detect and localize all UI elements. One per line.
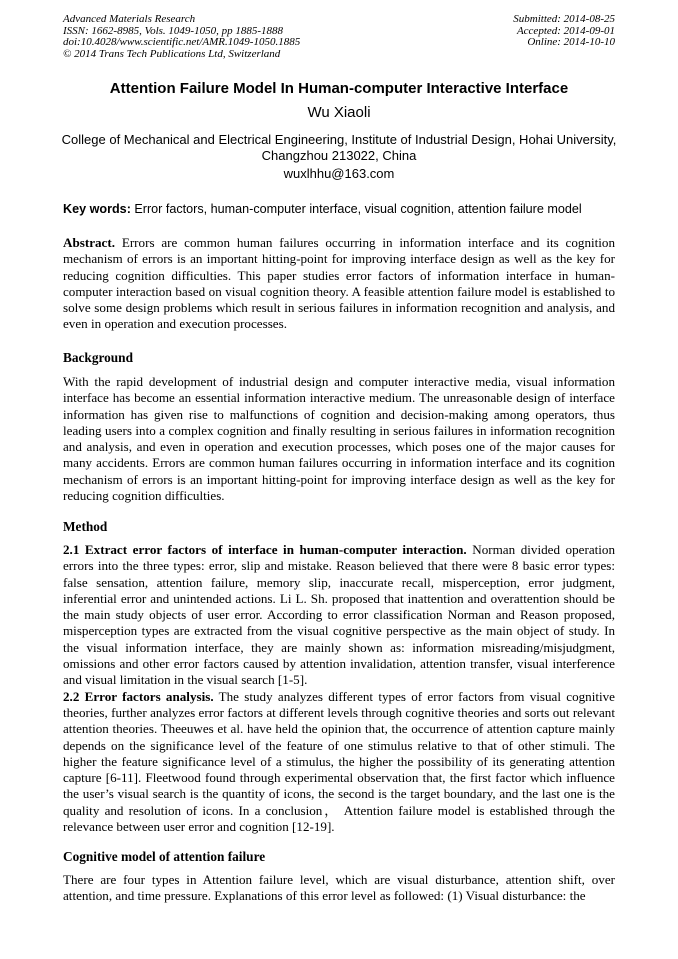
doi: doi:10.4028/www.scientific.net/AMR.1049-1050.1885 <box>63 36 301 49</box>
abstract-label: Abstract. <box>63 235 115 250</box>
keywords-text: Error factors, human-computer interface, visual cognition, attention failure model <box>130 202 582 216</box>
abstract <box>63 235 615 333</box>
copyright: © 2014 Trans Tech Publications Ltd, Switzerland <box>63 47 281 60</box>
issn: ISSN: 1662-8985, Vols. 1049-1050, pp 1885-1888 <box>63 24 283 37</box>
background-text: With the rapid development of industrial design and computer interactive media, visual information interface has become an essential information interactive medium. The unreasonable design of interface information has given rise to malfunctions of cognition and decision-making among operators, thus leading users into a complex cognition and finally resulting in serious failures in information recognition and analysis, and even in operation and execution processes, which poses one of the major causes for many accidents. Errors are common human failures occurring in information interface and its cognition mechanism of errors is an important hitting-point for improving interface design as well as the key for reducing cognition difficulties. <box>63 374 615 504</box>
section-2-1-text: Norman divided operation errors into the three types: error, slip and mistake. Reason believed that there were 8 basic error types: false sensation, attention failure, memory slip, inaccurate recall, misperception, error judgment, inferential error and unintended actions. Li L. Sh. proposed that inattention and overattention should be the main study objects of user error. According to error classification Norman and Reason proposed, misperception types are extracted from the visual cognitive perspective as the main object of study. In the visual information interface, they are mainly shown as: information misreading/misjudgment, omissions and other error factors caused by attention invalidation, attention transfer, visual interference and visual limitation in the visual search [1-5]. <box>63 542 615 688</box>
accepted-date: Accepted: 2014-09-01 <box>516 24 615 37</box>
affiliation-line: Changzhou 213022, China <box>261 148 417 163</box>
keywords <box>63 202 623 216</box>
method-section <box>63 542 615 835</box>
method-heading: Method <box>63 519 108 534</box>
section-2-2-label: 2.2 Error factors analysis. <box>63 688 214 704</box>
email: wuxlhhu@163.com <box>283 166 395 181</box>
section-2-2 <box>63 689 615 836</box>
section-2-1-label: 2.1 Extract error factors of interface in human-computer interaction. <box>63 542 467 557</box>
affiliation-line: College of Mechanical and Electrical Engineering, Institute of Industrial Design, Hohai University, <box>61 132 617 147</box>
dates-info <box>513 14 615 49</box>
author: Wu Xiaoli <box>307 104 371 121</box>
affiliation <box>40 132 638 164</box>
section-2-2-text: The study analyzes different types of error factors from visual cognitive theories, further analyzes error factors at different levels through cognitive theories and sorts out relevant attention theories. Theeuwes et al. have held the opinion that, the occurrence of attention capture mainly depends on the significance level of the feature of one stimulus relative to that of other stimuli. The higher the feature significance level of a stimulus, the higher the possibility of its generating attention capture [6-11]. Fleetwood found through experimental observation that, the first factor which influence the user’s visual search is the quantity of icons, the second is the target boundary, and the last one is the quality and resolution of icons. In a conclusion， Attention failure model is established through the relevance between user error and cognition [12-19]. <box>63 688 615 835</box>
journal-info <box>63 14 300 60</box>
online-date: Online: 2014-10-10 <box>527 36 615 49</box>
paper-title: Attention Failure Model In Human-computer Interactive Interface <box>109 80 569 97</box>
cognitive-heading: Cognitive model of attention failure <box>63 849 266 864</box>
submitted-date: Submitted: 2014-08-25 <box>513 13 615 25</box>
journal-name: Advanced Materials Research <box>63 13 196 25</box>
keywords-label: Key words: <box>63 202 131 216</box>
cognitive-text: There are four types in Attention failure level, which are visual disturbance, attention shift, over attention, and time pressure. Explanations of this error level as followed: (1) Visual disturbance: the <box>63 872 615 904</box>
abstract-text: Errors are common human failures occurring in information interface and its cognition mechanism of errors is an important hitting-point for improving interface design as well as the key for reducing cognition difficulties. This paper studies error factors of information interface in human-computer interaction based on visual cognition theory. A feasible attention failure model is established to solve some design problems which result in serious failures in information recognition and analysis, and even in operation and execution processes. <box>63 235 615 332</box>
section-2-1 <box>63 542 615 689</box>
background-heading: Background <box>63 350 133 365</box>
